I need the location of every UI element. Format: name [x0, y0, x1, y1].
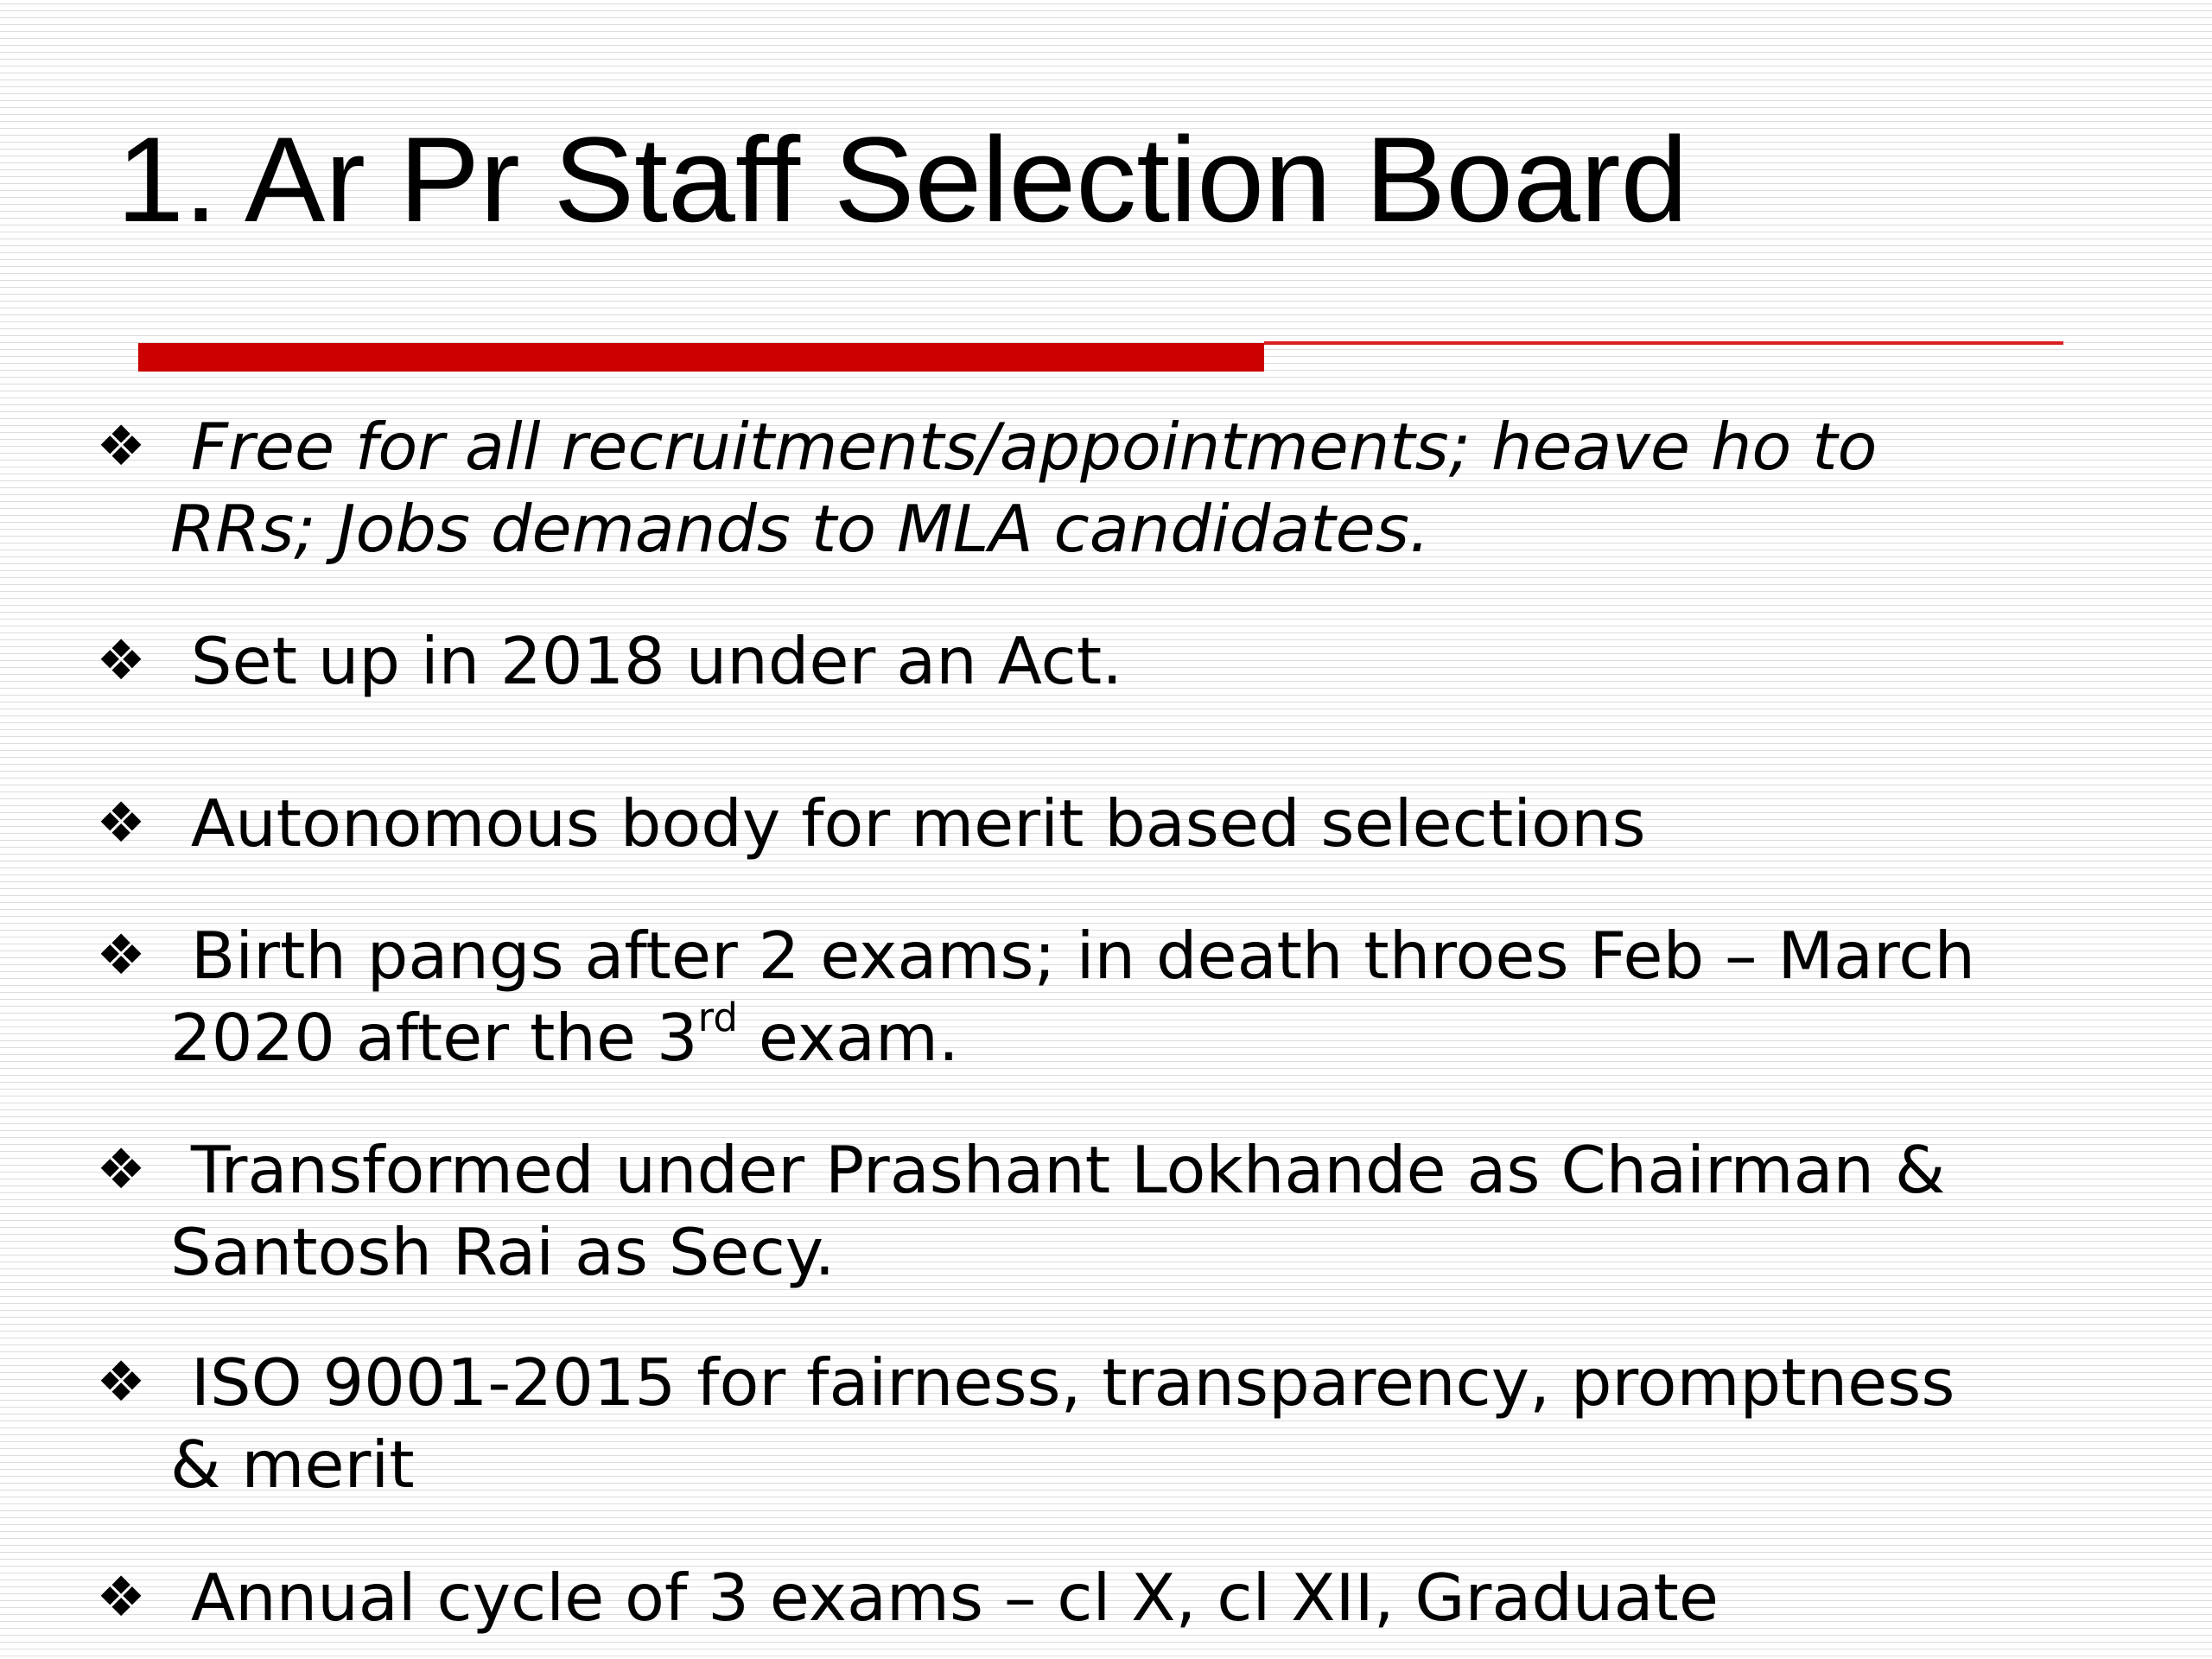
ordinal-suffix: rd: [697, 995, 738, 1040]
bullet-text-continuation: RRs; Jobs demands to MLA candidates.: [170, 491, 1430, 567]
bullet-text: Annual cycle of 3 exams – cl X, cl XII, Graduate: [170, 1560, 1719, 1636]
title-underline-thick: [138, 343, 1264, 372]
title-underline-thin: [1264, 341, 2063, 345]
bullet-text: ISO 9001-2015 for fairness, transparency, promptness: [170, 1344, 1955, 1421]
bullet-text-continuation: [170, 997, 959, 1079]
bullet-text-post: exam.: [737, 1000, 959, 1076]
four-diamond-bullet-icon: ❖: [96, 415, 146, 479]
bullet-text: Autonomous body for merit based selections: [170, 785, 1646, 861]
bullet-text-continuation: Santosh Rai as Secy.: [170, 1214, 836, 1290]
four-diamond-bullet-icon: ❖: [96, 1351, 146, 1414]
four-diamond-bullet-icon: ❖: [96, 1138, 146, 1202]
bullet-text: Transformed under Prashant Lokhande as Chairman &: [170, 1132, 1946, 1208]
slide-title: 1. Ar Pr Staff Selection Board: [117, 111, 1688, 247]
bullet-text: Free for all recruitments/appointments; heave ho to: [170, 409, 1878, 485]
bullet-text-continuation: & merit: [170, 1427, 415, 1503]
bullet-text: Set up in 2018 under an Act.: [170, 623, 1123, 699]
bullet-text: Birth pangs after 2 exams; in death throes Feb – March: [170, 918, 1975, 994]
four-diamond-bullet-icon: ❖: [96, 924, 146, 988]
four-diamond-bullet-icon: ❖: [96, 791, 146, 855]
bullet-text-pre: 2020 after the 3: [170, 1000, 698, 1076]
four-diamond-bullet-icon: ❖: [96, 1566, 146, 1630]
four-diamond-bullet-icon: ❖: [96, 629, 146, 693]
